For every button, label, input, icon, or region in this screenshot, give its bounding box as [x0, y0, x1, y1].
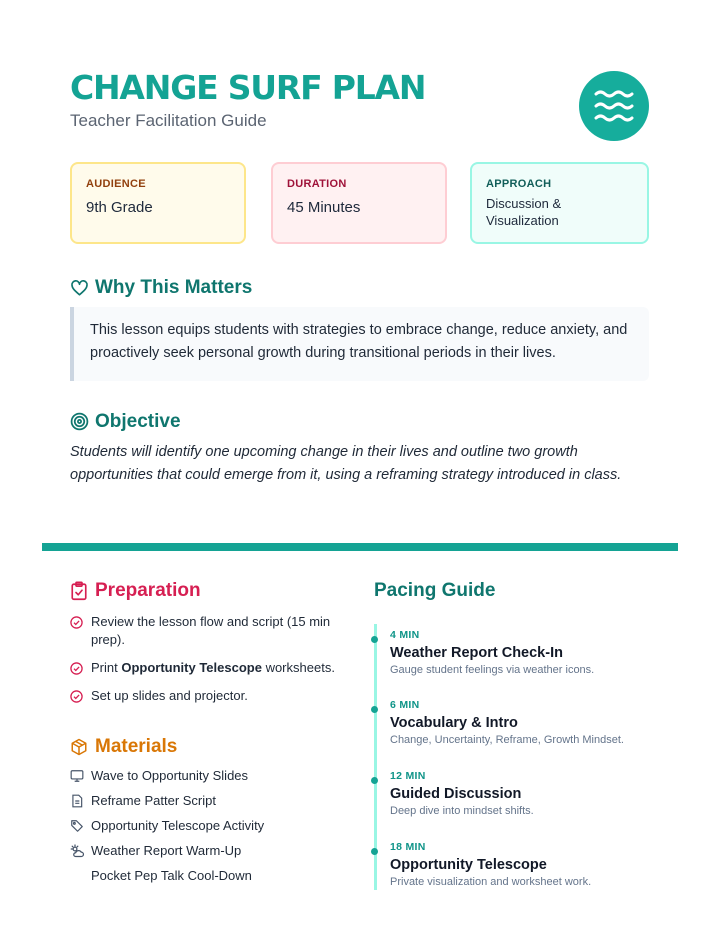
logo: [579, 71, 649, 141]
step-description: Private visualization and worksheet work.: [390, 876, 592, 888]
timeline-dot: [371, 777, 378, 784]
timeline-dot: [371, 636, 378, 643]
materials-heading: Materials: [95, 736, 178, 757]
step-title: Opportunity Telescope: [390, 857, 547, 873]
package-icon: [70, 738, 88, 756]
monitor-icon: [70, 769, 84, 783]
step-description: Deep dive into mindset shifts.: [390, 805, 534, 817]
cloud-sun-icon: [70, 844, 85, 859]
approach-value: [486, 195, 633, 229]
heart-icon: [70, 279, 89, 297]
objective-text-line2: opportunities that could emerge from it, using a reframing strategy introduced in class.: [70, 467, 622, 483]
step-minutes: 18 MIN: [390, 841, 426, 853]
material-text: Wave to Opportunity Slides: [91, 768, 249, 783]
material-text: Reframe Patter Script: [91, 793, 216, 808]
step-title: Weather Report Check-In: [390, 645, 563, 661]
prep-item-line1: Review the lesson flow and script (15 min: [91, 614, 331, 629]
step-title: Guided Discussion: [390, 786, 522, 802]
waves-icon: [594, 89, 634, 123]
objective-heading: Objective: [95, 411, 181, 432]
preparation-list: [70, 613, 340, 715]
prep-item-post: worksheets.: [261, 660, 335, 675]
section-divider: [42, 543, 678, 551]
duration-value: 45 Minutes: [287, 199, 361, 216]
audience-value: 9th Grade: [86, 199, 153, 216]
material-text: Pocket Pep Talk Cool-Down: [91, 868, 252, 883]
list-item: [70, 659, 340, 677]
materials-list: [70, 768, 264, 893]
list-item: [70, 868, 264, 893]
prep-item-line2: prep).: [91, 632, 125, 647]
pacing-step: [390, 699, 624, 746]
material-text: Opportunity Telescope Activity: [91, 818, 265, 833]
why-heading: Why This Matters: [95, 277, 253, 298]
objective-text: [70, 441, 660, 487]
step-minutes: 4 MIN: [390, 629, 420, 641]
list-item: [70, 793, 264, 818]
why-text-line2: proactively seek personal growth during transitional periods in their lives.: [90, 345, 556, 361]
step-description: Change, Uncertainty, Reframe, Growth Mindset.: [390, 734, 624, 746]
page-title: CHANGE SURF PLAN: [70, 68, 426, 107]
pacing-step: [390, 841, 591, 888]
step-description: Gauge student feelings via weather icons.: [390, 664, 595, 676]
timeline-dot: [371, 706, 378, 713]
why-text-line1: This lesson equips students with strategies to embrace change, reduce anxiety, and: [90, 322, 628, 338]
pacing-step: [390, 770, 534, 817]
step-title: Vocabulary & Intro: [390, 715, 518, 731]
pacing-step: [390, 629, 594, 676]
approach-label: APPROACH: [486, 178, 552, 190]
prep-item-text: Set up slides and projector.: [91, 688, 248, 703]
preparation-heading: Preparation: [95, 580, 201, 601]
timeline-dot: [371, 848, 378, 855]
document-icon: [70, 794, 84, 808]
target-icon: [70, 412, 89, 431]
approach-value-line1: Discussion &: [486, 196, 562, 211]
list-item: [70, 768, 264, 793]
objective-text-line1: Students will identify one upcoming change in their lives and outline two growth: [70, 444, 578, 460]
list-item: [70, 687, 340, 705]
prep-item-bold: Opportunity Telescope: [121, 660, 262, 675]
duration-label: DURATION: [287, 178, 347, 190]
why-text: [70, 307, 649, 381]
clipboard-check-icon: [70, 581, 88, 601]
audience-label: AUDIENCE: [86, 178, 146, 190]
check-circle-icon: [70, 616, 83, 629]
pacing-heading: Pacing Guide: [374, 580, 496, 601]
check-circle-icon: [70, 662, 83, 675]
list-item: [70, 843, 264, 868]
material-text: Weather Report Warm-Up: [91, 843, 242, 858]
duration-card: [271, 162, 447, 244]
step-minutes: 12 MIN: [390, 770, 426, 782]
tag-icon: [70, 819, 84, 833]
page-subtitle: Teacher Facilitation Guide: [70, 111, 267, 130]
list-item: [70, 613, 340, 649]
check-circle-icon: [70, 690, 83, 703]
list-item: [70, 818, 264, 843]
approach-value-line2: Visualization: [486, 213, 559, 228]
prep-item-pre: Print: [91, 660, 122, 675]
step-minutes: 6 MIN: [390, 699, 420, 711]
audience-card: [70, 162, 246, 244]
approach-card: [470, 162, 649, 244]
